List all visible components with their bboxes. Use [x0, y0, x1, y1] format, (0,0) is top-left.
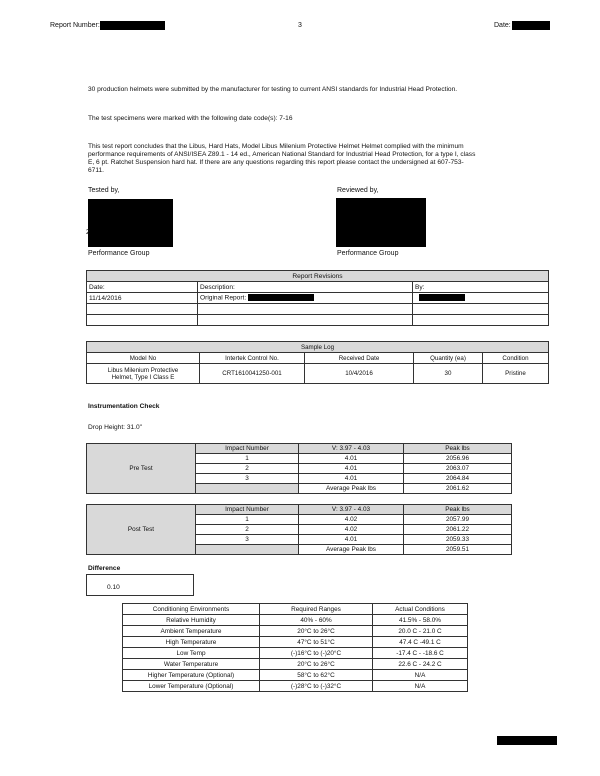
table-row: 1 4.02 2057.99: [87, 515, 512, 525]
revisions-col-date: Date:: [87, 282, 198, 293]
difference-value: 0.10: [107, 584, 120, 591]
sample-log-received: 10/4/2016: [305, 364, 414, 384]
redaction-date: [512, 21, 550, 30]
reviewed-by-label: Reviewed by,: [337, 187, 379, 194]
tested-by-group: Performance Group: [88, 250, 150, 257]
revisions-col-description: Description:: [198, 282, 413, 293]
sample-log-table: [86, 341, 549, 384]
revisions-title: Report Revisions: [87, 271, 549, 282]
redaction-original-report: [248, 294, 314, 301]
table-row: 3 4.01 2064.84: [87, 474, 512, 484]
conditioning-header-actual: Actual Conditions: [373, 604, 468, 615]
redaction-reviewer-signature: [336, 198, 426, 247]
table-row: 3 4.01 2059.33: [87, 535, 512, 545]
redaction-revised-by: [419, 294, 465, 301]
sample-log-quantity: 30: [414, 364, 483, 384]
pre-test-header-peak: Peak lbs: [404, 444, 512, 454]
pre-test-label: Pre Test: [87, 444, 196, 494]
page-number: 3: [298, 22, 302, 29]
report-revisions-table: [86, 270, 549, 326]
date-label: Date:: [494, 22, 511, 29]
table-row: Relative Humidity 40% - 60% 41.5% - 58.0%: [123, 615, 468, 626]
table-row: Ambient Temperature 20°C to 26°C 20.0 C - 21.0 C: [123, 626, 468, 637]
intro-paragraph-1: 30 production helmets were submitted by the manufacturer for testing to current ANSI standards for Industrial Head Protection.: [88, 86, 458, 93]
difference-heading: Difference: [88, 565, 121, 572]
post-test-label: Post Test: [87, 505, 196, 555]
post-test-average-label: Average Peak lbs: [299, 545, 404, 555]
redaction-tester-signature: [88, 199, 173, 247]
table-row: Low Temp (-)16°C to (-)20°C -17.4 C - -18.6 C: [123, 648, 468, 659]
table-row: 1 4.01 2056.96: [87, 454, 512, 464]
revision-description: Original Report:: [198, 293, 413, 304]
revision-date: 11/14/2016: [87, 293, 198, 304]
drop-height: Drop Height: 31.0": [88, 424, 143, 431]
pre-test-average-label: Average Peak lbs: [299, 484, 404, 494]
redaction-footer: [497, 736, 557, 745]
redaction-report-number: [100, 21, 165, 30]
post-test-header-peak: Peak lbs: [404, 505, 512, 515]
sample-log-header-received: Received Date: [305, 353, 414, 364]
table-row: Lower Temperature (Optional) (-)28°C to (-)32°C N/A: [123, 681, 468, 692]
table-row: High Temperature 47°C to 51°C 47.4 C -49.1 C: [123, 637, 468, 648]
table-row: Higher Temperature (Optional) 58°C to 62°C N/A: [123, 670, 468, 681]
conditioning-table: [122, 603, 468, 692]
tested-by-label: Tested by,: [88, 187, 120, 194]
sample-log-header-model: Model No: [87, 353, 200, 364]
pre-test-average-value: 2061.62: [404, 484, 512, 494]
table-row: 2 4.02 2061.22: [87, 525, 512, 535]
sample-log-header-quantity: Quantity (ea): [414, 353, 483, 364]
post-test-table: [86, 504, 512, 555]
post-test-header-voltage: V: 3.97 - 4.03: [299, 505, 404, 515]
pre-test-table: [86, 443, 512, 494]
sample-log-header-condition: Condition: [483, 353, 549, 364]
revisions-col-by: By:: [413, 282, 549, 293]
table-row: 2 4.01 2063.07: [87, 464, 512, 474]
table-row: Water Temperature 20°C to 26°C 22.6 C - 24.2 C: [123, 659, 468, 670]
sample-log-header-control: Intertek Control No.: [200, 353, 305, 364]
conditioning-header-required: Required Ranges: [260, 604, 373, 615]
conditioning-header-environment: Conditioning Environments: [123, 604, 260, 615]
intro-paragraph-2: The test specimens were marked with the following date code(s): 7-16: [88, 115, 293, 122]
signature-fragment: 2: [86, 229, 90, 236]
pre-test-header-impact: Impact Number: [196, 444, 299, 454]
post-test-average-value: 2059.51: [404, 545, 512, 555]
intro-paragraph-3: This test report concludes that the Libus, Hard Hats, Model Libus Milenium Protective Helmet Helmet complied with the minimum performance requirements of ANSI/ISEA Z89.1 - 14 ed., American National Standard for Industrial Head Protection, for a type I, class E, 6 pt. Ratchet Suspension hard hat. If there are any questions regarding this report please contact the undersigned at 607-753-6711.: [88, 143, 476, 174]
sample-log-model: Libus Milenium Protective Helmet, Type I Class E: [87, 364, 200, 384]
revision-by: [413, 293, 549, 304]
report-number-label: Report Number:: [50, 22, 100, 29]
sample-log-control: CRT1610041250-001: [200, 364, 305, 384]
sample-log-title: Sample Log: [87, 342, 549, 353]
instrumentation-heading: Instrumentation Check: [88, 403, 160, 410]
post-test-header-impact: Impact Number: [196, 505, 299, 515]
reviewed-by-group: Performance Group: [337, 250, 399, 257]
pre-test-header-voltage: V: 3.97 - 4.03: [299, 444, 404, 454]
sample-log-condition: Pristine: [483, 364, 549, 384]
difference-box: [86, 574, 194, 596]
